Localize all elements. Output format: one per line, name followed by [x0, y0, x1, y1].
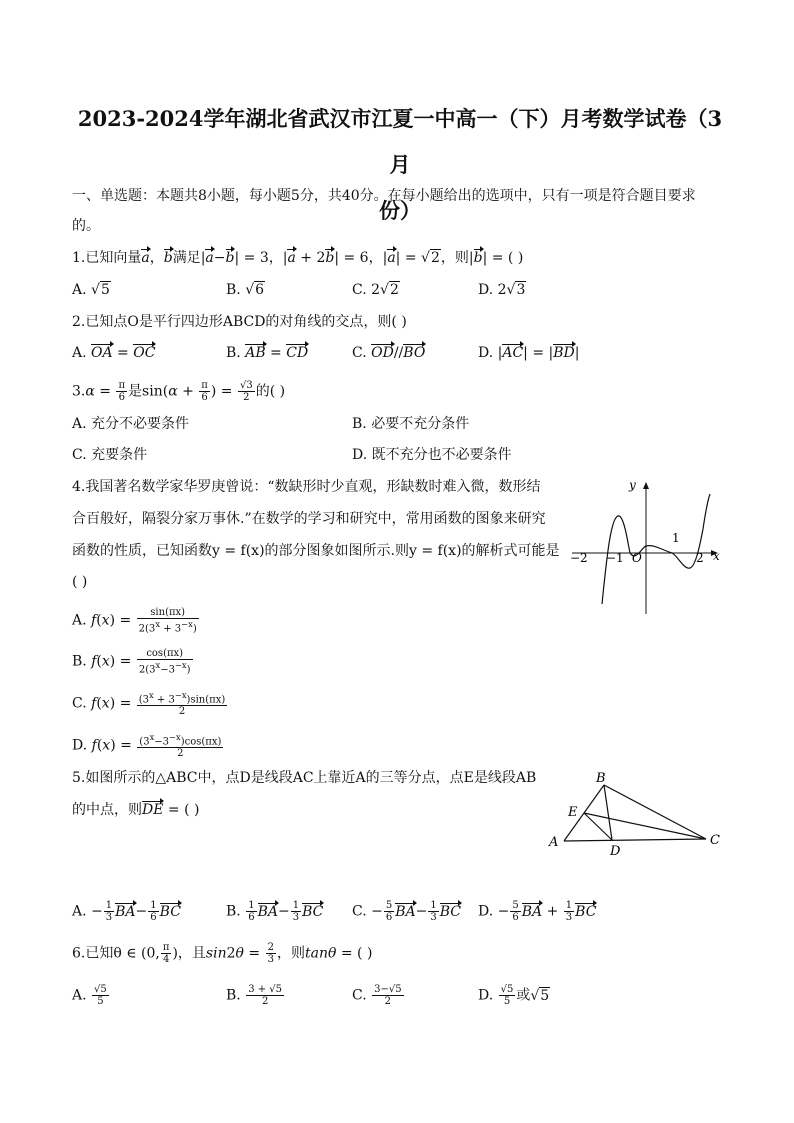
q6-option-b[interactable]: B. $\frac{3 + √5}{2}$ — [226, 984, 283, 1007]
question-4-line-2: 合百般好，隔裂分家万事休.”在数学的学习和研究中，常用函数的图象来研究 — [72, 511, 546, 527]
question-4-line-3: 函数的性质，已知函数y = f(x)的部分图象如图所示.则y = f(x)的解析式可能是 — [72, 543, 560, 559]
q4-option-c[interactable]: C. f(x) = $\frac{(3^x + 3^{-x})\sin(\pi x)}{2}$ — [72, 690, 226, 718]
label-c: C — [710, 833, 720, 848]
q1-option-c[interactable]: C. 2√2 — [352, 282, 399, 298]
question-6-stem: 6.已知θ ∈ (0, $\frac{\pi}{4}$ )，且sin2θ = $\frac{2}{3}$ ，则tanθ = ( ) — [72, 942, 373, 965]
q2-option-b[interactable]: B. AB = CD — [226, 345, 309, 361]
q6-option-c[interactable]: C. $\frac{3-√5}{2}$ — [352, 984, 402, 1007]
exam-title — [70, 96, 730, 234]
q6-option-d[interactable]: D. $\frac{√5}{5}$ 或√5 — [478, 984, 550, 1007]
segment-bc — [604, 785, 706, 839]
q5-option-d[interactable]: D. − $\frac{5}{6}$ BA + $\frac{1}{3}$ BC — [478, 900, 597, 923]
label-d: D — [610, 844, 621, 859]
q5-option-a[interactable]: A. − $\frac{1}{3}$ BA− $\frac{1}{6}$ BC — [72, 900, 181, 923]
segment-ec — [584, 813, 706, 839]
question-2-stem: 2.已知点O是平行四边形ABCD的对角线的交点，则( ) — [72, 314, 407, 330]
question-3-stem: 3.α = $\frac{\pi}{6}$ 是sin(α + $\frac{\pi}{6}$ ) = $\frac{√3}{2}$ 的( ) — [72, 380, 286, 403]
q3-option-c[interactable]: C. 充要条件 — [72, 447, 148, 463]
title-line-1: 2023-2024学年湖北省武汉市江夏一中高一（下）月考数学试卷（3月 — [77, 106, 723, 177]
label-a: A — [549, 835, 559, 850]
function-curve — [602, 494, 710, 604]
q2-option-d[interactable]: D. |AC| = |BD| — [478, 345, 580, 361]
section-instructions-1: 一、单选题：本题共8小题，每小题5分，共40分。在每小题给出的选项中，只有一项是符合题目要求 — [72, 188, 696, 204]
tick-2: 2 — [696, 551, 704, 565]
segment-ac — [564, 839, 706, 841]
label-e: E — [568, 805, 578, 820]
q3-option-a[interactable]: A. 充分不必要条件 — [72, 416, 190, 432]
q2-option-c[interactable]: C. OD//BO — [352, 345, 426, 361]
q3-option-b[interactable]: B. 必要不充分条件 — [352, 416, 470, 432]
q1-option-d[interactable]: D. 2√3 — [478, 282, 526, 298]
question-5-line-2: 的中点，则DE = ( ) — [72, 802, 200, 818]
q4-option-a[interactable]: A. f(x) = $\frac{\sin(\pi x)}{2(3^x + 3^{-x})}$ — [72, 607, 197, 635]
q6-option-a[interactable]: A. $\frac{√5}{5}$ — [72, 984, 107, 1007]
tick-neg1: −1 — [606, 551, 624, 565]
section-instructions-2: 的。 — [72, 218, 100, 234]
label-b: B — [596, 771, 606, 786]
q4-option-d[interactable]: D. f(x) = $\frac{(3^x-3^{-x})\cos(\pi x)}{2}$ — [72, 732, 222, 760]
q5-option-c[interactable]: C. − $\frac{5}{6}$ BA− $\frac{1}{3}$ BC — [352, 900, 461, 923]
segment-bd — [604, 785, 612, 840]
question-4-line-4: ( ) — [72, 574, 88, 590]
x-axis-label: x — [713, 549, 720, 563]
tick-1: 1 — [672, 531, 680, 545]
q1-option-b[interactable]: B. √6 — [226, 282, 265, 298]
question-4-line-1: 4.我国著名数学家华罗庚曾说：“数缺形时少直观，形缺数时难入微，数形结 — [72, 479, 541, 495]
y-axis-label: y — [629, 478, 636, 492]
q1-option-a[interactable]: A. √5 — [72, 282, 110, 298]
q4-option-b[interactable]: B. f(x) = $\frac{\cos(\pi x)}{2(3^x-3^{-x})}$ — [72, 648, 191, 676]
y-axis-arrow — [643, 482, 649, 489]
triangle-figure — [540, 766, 730, 860]
segment-ed — [584, 813, 612, 840]
question-5-line-1: 5.如图所示的△ABC中，点D是线段AC上靠近A的三等分点，点E是线段AB — [72, 770, 537, 786]
question-1-stem: 1.已知向量a，b满足|a−b| = 3，|a + 2b| = 6，|a| = √2，则|b| = ( ) — [72, 250, 524, 266]
q2-option-a[interactable]: A. OA = OC — [72, 345, 156, 361]
origin-label: O — [632, 551, 642, 565]
tick-neg2: −2 — [570, 551, 588, 565]
title-line-2: 份） — [379, 198, 421, 223]
function-graph — [566, 474, 726, 616]
q5-option-b[interactable]: B. $\frac{1}{6}$ BA− $\frac{1}{3}$ BC — [226, 900, 324, 923]
q3-option-d[interactable]: D. 既不充分也不必要条件 — [352, 447, 512, 463]
